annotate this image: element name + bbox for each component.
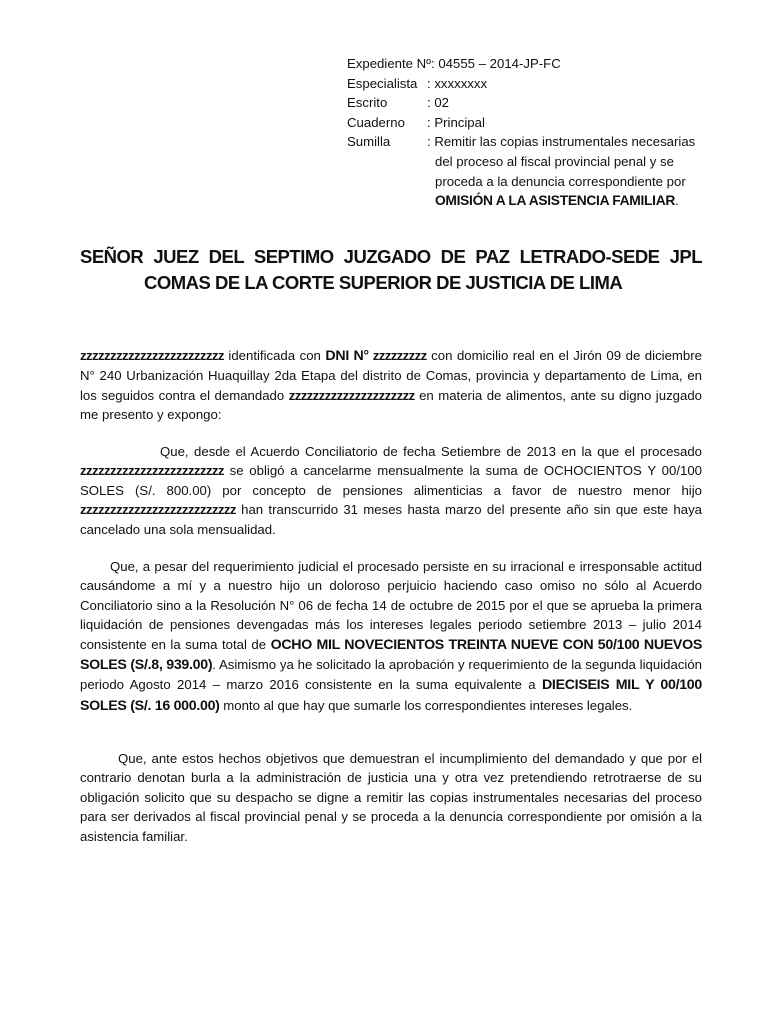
child-name: zzzzzzzzzzzzzzzzzzzzzzzzzz: [80, 502, 236, 518]
cuaderno-value: : Principal: [427, 114, 485, 130]
p2-text-2: se obligó a cancelarme mensualmente la suma de OCHOCIENTOS Y 00/100 SOLES (S/. 800.00) por concepto de pensiones alimenticias a favor de nuestro menor hijo: [80, 463, 702, 498]
p1-text-1: identificada con: [223, 348, 326, 363]
p3-text-3: monto al que hay que sumarle los correspondientes intereses legales.: [219, 697, 633, 713]
paragraph-introduction: [80, 346, 702, 425]
sumilla-line: [347, 132, 717, 210]
sumilla-line-2: del proceso al fiscal provincial penal y se: [435, 153, 674, 169]
plaintiff-name: zzzzzzzzzzzzzzzzzzzzzzzz: [80, 348, 224, 363]
paragraph-liquidation: [80, 557, 702, 716]
p1-text-3: en materia de alimentos, ante su digno juzgado me presento y expongo:: [80, 387, 702, 423]
p2-text-3: han transcurrido 31 meses hasta marzo del presente año sin que este haya cancelado una sola mensualidad.: [80, 502, 702, 537]
escrito-value: : 02: [427, 95, 449, 111]
sumilla-line-1: : Remitir las copias instrumentales necesarias: [427, 134, 696, 150]
addressee-line-1: SEÑOR JUEZ DEL SEPTIMO JUZGADO DE PAZ LETRADO-SEDE JPL: [80, 246, 702, 267]
cuaderno-label: Cuaderno: [347, 114, 405, 130]
sumilla-label: Sumilla: [347, 134, 391, 150]
defendant-name: zzzzzzzzzzzzzzzzzzzzz: [288, 387, 415, 403]
p2-defendant-name: zzzzzzzzzzzzzzzzzzzzzzzz: [80, 463, 224, 479]
cuaderno-line: [347, 113, 717, 133]
paragraph-request: [80, 749, 702, 846]
escrito-label: Escrito: [347, 95, 388, 111]
addressee-line-2: COMAS DE LA CORTE SUPERIOR DE JUSTICIA DE LIMA: [144, 272, 623, 293]
sumilla-end: .: [675, 193, 679, 209]
first-liquidation-amount: OCHO MIL NOVECIENTOS TREINTA NUEVE CON 50/100 NUEVOS SOLES (S/.8, 939.00): [80, 636, 702, 674]
second-liquidation-amount: DIECISEIS MIL Y 00/100 SOLES (S/. 16 000.00): [80, 677, 702, 714]
sumilla-bold: OMISIÓN A LA ASISTENCIA FAMILIAR: [435, 193, 676, 209]
especialista-line: [347, 74, 717, 94]
p3-text-1: Que, a pesar del requerimiento judicial el procesado persiste en su irracional e irresponsable actitud causándome a mí y a nuestro hijo un doloroso perjuicio haciendo caso omiso no sólo al Acuerdo Conciliatorio sino a la Resolución N° 06 de fecha 14 de octubre de 2015 por el que se aprueba la primera liquidación de pensiones devengadas más los intereses legales periodo setiembre 2013 – julio 2014 consistente en la suma total de: [80, 559, 702, 652]
sumilla-line-3: proceda a la denuncia correspondiente por: [435, 173, 686, 189]
p3-text-2: . Asimismo ya he solicitado la aprobación y requerimiento de la segunda liquidación periodo Agosto 2014 – marzo 2016 consistente en la suma equivalente a: [80, 657, 702, 693]
case-header: [347, 54, 717, 211]
paragraph-agreement: [80, 442, 702, 539]
sumilla-text: [427, 132, 717, 210]
especialista-label: Especialista: [347, 75, 418, 91]
expediente-text: Expediente Nº: 04555 – 2014-JP-FC: [347, 56, 561, 71]
dni-label: DNI N°: [325, 348, 369, 364]
expediente-line: [347, 54, 717, 74]
escrito-line: [347, 93, 717, 113]
sumilla-line-4: [427, 191, 717, 211]
dni-value: zzzzzzzzz: [368, 348, 427, 363]
p4-text: Que, ante estos hechos objetivos que demuestran el incumplimiento del demandado y que por el contrario denotan burla a la administración de justicia una y otra vez pretendiendo retrotraerse de su obligación solicito que su despacho se digne a remitir las copias instrumentales necesarias del proceso para ser derivados al fiscal provincial penal y se proceda a la denuncia correspondiente por omisión a la asistencia familiar.: [80, 751, 702, 844]
p1-text-2: con domicilio real en el Jirón 09 de diciembre N° 240 Urbanización Huaquillay 2da Etapa del distrito de Comas, provincia y departamento de Lima, en los seguidos contra el demandado: [80, 348, 702, 403]
p2-text-1: Que, desde el Acuerdo Conciliatorio de fecha Setiembre de 2013 en la que el procesado: [160, 444, 702, 459]
especialista-value: : xxxxxxxx: [427, 75, 488, 91]
document-addressee: [80, 244, 702, 296]
